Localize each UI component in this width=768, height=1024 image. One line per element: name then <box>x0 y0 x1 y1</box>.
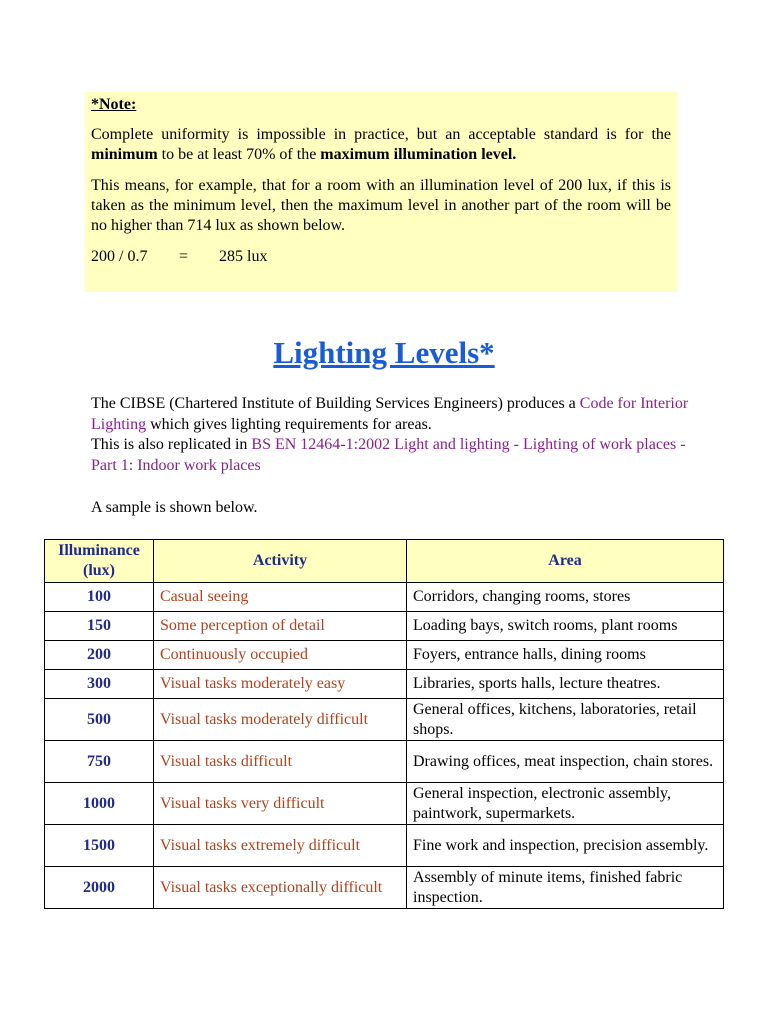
table-row <box>45 641 724 670</box>
table-row <box>45 612 724 641</box>
calc-result: 285 lux <box>219 248 268 265</box>
code-interior-lighting-ref: Code for Interior Lighting <box>91 395 689 433</box>
area-cell: Loading bays, switch rooms, plant rooms <box>407 612 724 641</box>
page-title: Lighting Levels* <box>273 335 495 370</box>
table-row <box>45 867 724 909</box>
table-row <box>45 699 724 741</box>
note-paragraph-1 <box>91 125 671 165</box>
activity-cell: Visual tasks exceptionally difficult <box>154 867 407 909</box>
area-cell: Drawing offices, meat inspection, chain stores. <box>407 741 724 783</box>
activity-cell: Some perception of detail <box>154 612 407 641</box>
area-cell: Libraries, sports halls, lecture theatres. <box>407 670 724 699</box>
intro-text-part: which gives lighting requirements for areas. <box>146 415 432 433</box>
area-cell: Assembly of minute items, finished fabric inspection. <box>407 867 724 909</box>
activity-cell: Casual seeing <box>154 583 407 612</box>
intro-text <box>91 394 691 476</box>
lux-cell: 1500 <box>45 825 154 867</box>
area-cell: General inspection, electronic assembly, paintwork, supermarkets. <box>407 783 724 825</box>
activity-cell: Visual tasks extremely difficult <box>154 825 407 867</box>
note-paragraph-2: This means, for example, that for a room with an illumination level of 200 lux, if this is taken as the minimum level, then the maximum level in another part of the room will be no higher than 714 lux as shown below. <box>91 177 671 234</box>
table-row <box>45 583 724 612</box>
note-text: Complete uniformity is impossible in practice, but an acceptable standard is for the <box>91 126 671 143</box>
lux-cell: 750 <box>45 741 154 783</box>
area-cell: Fine work and inspection, precision assembly. <box>407 825 724 867</box>
lux-cell: 100 <box>45 583 154 612</box>
intro-line-2 <box>91 435 691 476</box>
table-row <box>45 783 724 825</box>
note-heading: *Note: <box>91 96 137 113</box>
intro-text-part: The CIBSE (Chartered Institute of Building Services Engineers) produces a <box>91 395 580 412</box>
calc-equals: = <box>179 248 189 265</box>
lux-cell: 1000 <box>45 783 154 825</box>
note-text: to be at least 70% of the <box>157 146 321 163</box>
sample-caption: A sample is shown below. <box>91 499 258 516</box>
bs-en-12464-ref: BS EN 12464-1:2002 Light and lighting - Lighting of work places - Part 1: Indoor work places <box>91 436 686 474</box>
area-cell: Corridors, changing rooms, stores <box>407 583 724 612</box>
note-box <box>85 92 677 292</box>
header-illuminance: Illuminance (lux) <box>45 540 154 583</box>
header-activity: Activity <box>154 540 407 583</box>
activity-cell: Visual tasks moderately difficult <box>154 699 407 741</box>
lux-cell: 500 <box>45 699 154 741</box>
note-emphasis-minimum: minimum <box>91 146 158 163</box>
lighting-levels-table <box>44 539 724 909</box>
lux-cell: 300 <box>45 670 154 699</box>
lux-cell: 2000 <box>45 867 154 909</box>
table-row <box>45 670 724 699</box>
activity-cell: Visual tasks difficult <box>154 741 407 783</box>
lux-cell: 150 <box>45 612 154 641</box>
area-cell: General offices, kitchens, laboratories, retail shops. <box>407 699 724 741</box>
note-calculation <box>91 247 671 267</box>
header-area: Area <box>407 540 724 583</box>
table-row <box>45 741 724 783</box>
activity-cell: Visual tasks very difficult <box>154 783 407 825</box>
lux-cell: 200 <box>45 641 154 670</box>
table-row <box>45 825 724 867</box>
activity-cell: Continuously occupied <box>154 641 407 670</box>
note-emphasis-maximum: maximum illumination level. <box>320 146 517 163</box>
intro-text-part: This is also replicated in <box>91 436 252 453</box>
activity-cell: Visual tasks moderately easy <box>154 670 407 699</box>
intro-line-1 <box>91 394 691 435</box>
calc-operand: 200 / 0.7 <box>91 248 148 265</box>
area-cell: Foyers, entrance halls, dining rooms <box>407 641 724 670</box>
table-header-row <box>45 540 724 583</box>
